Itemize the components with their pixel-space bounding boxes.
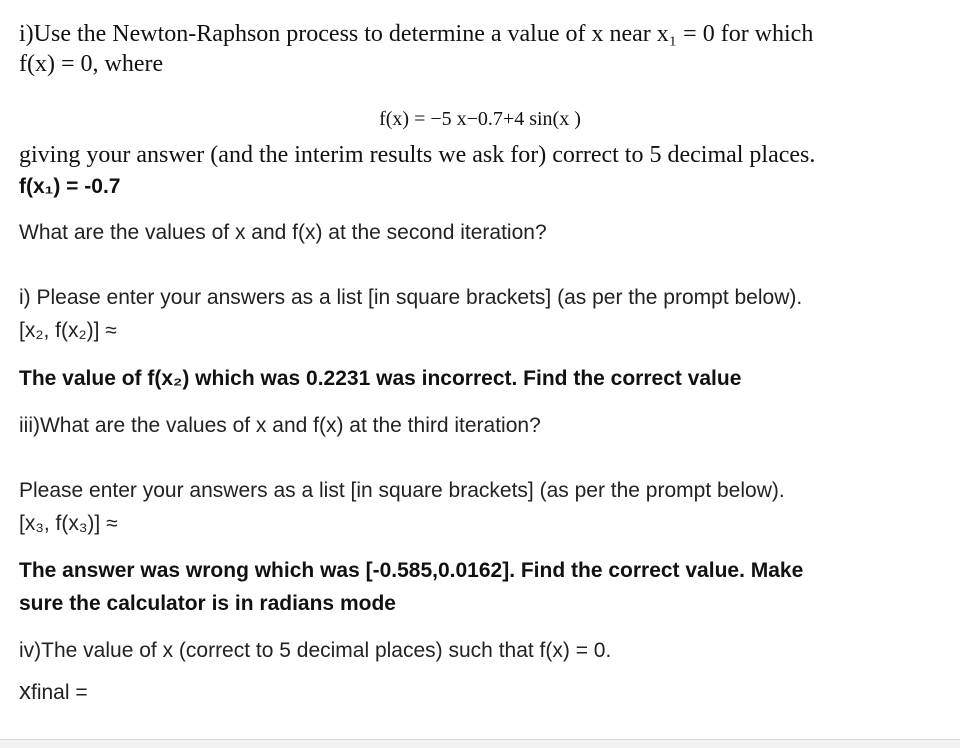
- part-iv-question: iv)The value of x (correct to 5 decimal places) such that f(x) = 0.: [19, 639, 612, 662]
- question-part1-line1: i)Use the Newton-Raphson process to determine a value of x near x₁ = 0 for which: [19, 21, 814, 47]
- x-final-subscript: final: [31, 681, 70, 704]
- x-final-label: [19, 678, 88, 707]
- question-part1-line2: f(x) = 0, where: [19, 51, 164, 77]
- function-formula: f(x) = −5 x−0.7+4 sin(x ): [379, 108, 581, 130]
- f-x1-value: f(x₁) = -0.7: [19, 175, 121, 198]
- bottom-scroll-bar[interactable]: [0, 739, 960, 748]
- second-iteration-question: What are the values of x and f(x) at the second iteration?: [19, 221, 547, 244]
- x-final-equals: =: [75, 681, 88, 704]
- x-final-symbol: x: [19, 678, 31, 705]
- part-iii-note-line1: The answer was wrong which was [-0.585,0.0162]. Find the correct value. Make: [19, 559, 804, 582]
- part-iii-note-line2: sure the calculator is in radians mode: [19, 592, 396, 615]
- part-iii-question: iii)What are the values of x and f(x) at the third iteration?: [19, 414, 541, 437]
- part-iii-prompt: [x₃, f(x₃)] ≈: [19, 512, 118, 535]
- part-i-prompt: [x₂, f(x₂)] ≈: [19, 319, 117, 342]
- part-i-instruction: i) Please enter your answers as a list [in square brackets] (as per the prompt below).: [19, 286, 803, 309]
- part-i-note: The value of f(x₂) which was 0.2231 was incorrect. Find the correct value: [19, 367, 742, 390]
- part-iii-instruction: Please enter your answers as a list [in square brackets] (as per the prompt below).: [19, 479, 785, 502]
- accuracy-instruction: giving your answer (and the interim results we ask for) correct to 5 decimal places.: [19, 142, 816, 168]
